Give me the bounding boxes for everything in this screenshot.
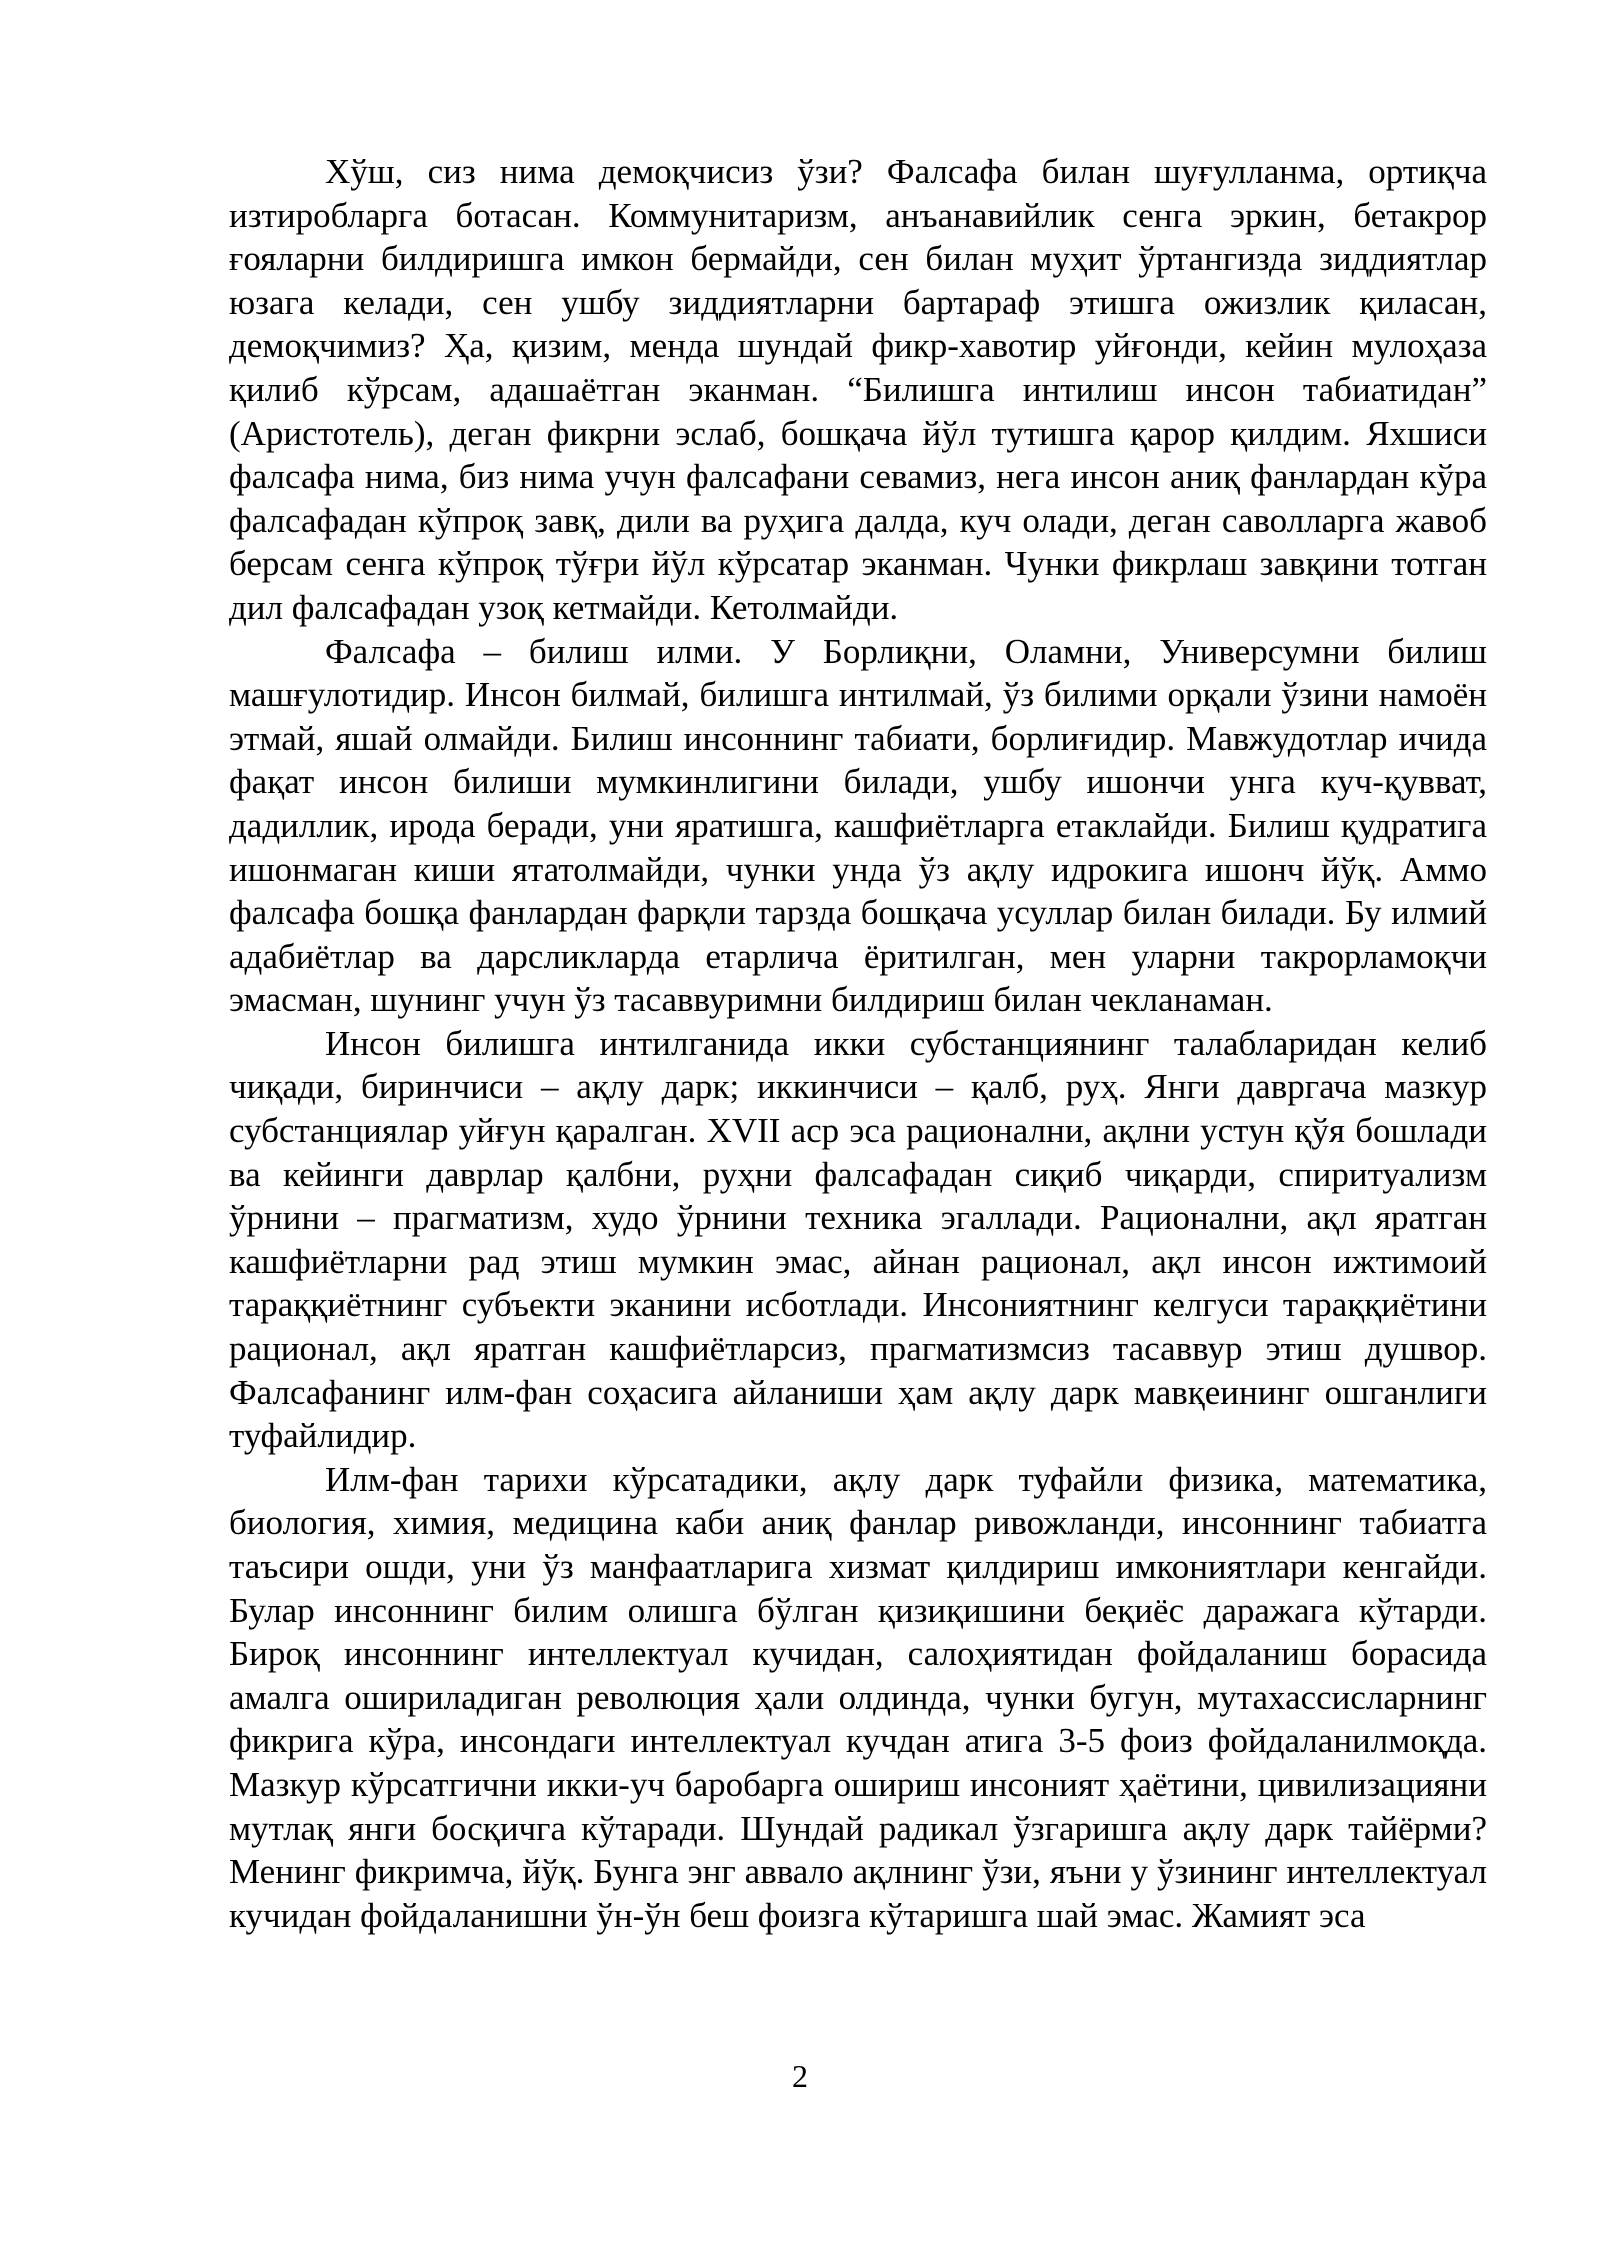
body-text: [229, 150, 1487, 1937]
paragraph-4: Илм-фан тарихи кўрсатадики, ақлу дарк туфайли физика, математика, биология, химия, медицина каби аниқ фанлар ривожланди, инсоннинг табиатга таъсири ошди, уни ўз манфаатларига хизмат қилдириш имкониятлари кенгайди. Булар инсоннинг билим олишга бўлган қизиқишини беқиёс даражага кўтарди. Бироқ инсоннинг интеллектуал кучидан, салоҳиятидан фойдаланиш борасида амалга ошириладиган революция ҳали олдинда, чунки бугун, мутахассисларнинг фикрига кўра, инсондаги интеллектуал кучдан атига 3-5 фоиз фойдаланилмоқда. Мазкур кўрсатгични икки-уч баробарга ошириш инсоният ҳаётини, цивилизацияни мутлақ янги босқичга кўтаради. Шундай радикал ўзгаришга ақлу дарк тайёрми? Менинг фикримча, йўқ. Бунга энг аввало ақлнинг ўзи, яъни у ўзининг интеллектуал кучидан фойдаланишни ўн-ўн беш фоизга кўтаришга шай эмас. Жамият эса: [229, 1459, 1487, 1935]
paragraph-2: Фалсафа – билиш илми. У Борлиқни, Оламни, Универсумни билиш машғулотидир. Инсон билмай, билишга интилмай, ўз билими орқали ўзини намоён этмай, яшай олмайди. Билиш инсоннинг табиати, борлиғидир. Мавжудотлар ичида фақат инсон билиши мумкинлигини билади, ушбу ишончи унга куч-қувват, дадиллик, ирода беради, уни яратишга, кашфиётларга етаклайди. Билиш қудратига ишонмаган киши ятатолмайди, чунки унда ўз ақлу идрокига ишонч йўқ. Аммо фалсафа бошқа фанлардан фарқли тарзда бошқача усуллар билан билади. Бу илмий адабиётлар ва дарсликларда етарлича ёритилган, мен уларни такрорламоқчи эмасман, шунинг учун ўз тасаввуримни билдириш билан чекланаман.: [229, 631, 1487, 1020]
paragraph-1: Хўш, сиз нима демоқчисиз ўзи? Фалсафа билан шуғулланма, ортиқча изтиробларга ботасан. Коммунитаризм, анъанавийлик сенга эркин, бетакрор ғояларни билдиришга имкон бермайди, сен билан муҳит ўртангизда зиддиятлар юзага келади, сен ушбу зиддиятларни бартараф этишга ожизлик қиласан, демоқчимиз? Ҳа, қизим, менда шундай фикр-хавотир уйғонди, кейин мулоҳаза қилиб кўрсам, адашаётган эканман. “Билишга интилиш инсон табиатидан” (Аристотель), деган фикрни эслаб, бошқача йўл тутишга қарор қилдим. Яхшиси фалсафа нима, биз нима учун фалсафани севамиз, нега инсон аниқ фанлардан кўра фалсафадан кўпроқ завқ, дили ва руҳига далда, куч олади, деган саволларга жавоб берсам сенга кўпроқ тўғри йўл кўрсатар эканман. Чунки фикрлаш завқини тотган дил фалсафадан узоқ кетмайди. Кетолмайди.: [229, 152, 1487, 627]
paragraph-3: Инсон билишга интилганида икки субстанциянинг талабларидан келиб чиқади, биринчиси – ақлу дарк; иккинчиси – қалб, руҳ. Янги давргача мазкур субстанциялар уйғун қаралган. XVII аср эса рационални, ақлни устун қўя бошлади ва кейинги даврлар қалбни, руҳни фалсафадан сиқиб чиқарди, спиритуализм ўрнини – прагматизм, худо ўрнини техника эгаллади. Рационални, ақл яратган кашфиётларни рад этиш мумкин эмас, айнан рационал, ақл инсон ижтимоий тараққиётнинг субъекти эканини исботлади. Инсониятнинг келгуси тараққиётини рационал, ақл яратган кашфиётларсиз, прагматизмсиз тасаввур этиш душвор. Фалсафанинг илм-фан соҳасига айланиши ҳам ақлу дарк мавқеининг ошганлиги туфайлидир.: [229, 1023, 1487, 1456]
page-number: 2: [792, 2058, 808, 2094]
